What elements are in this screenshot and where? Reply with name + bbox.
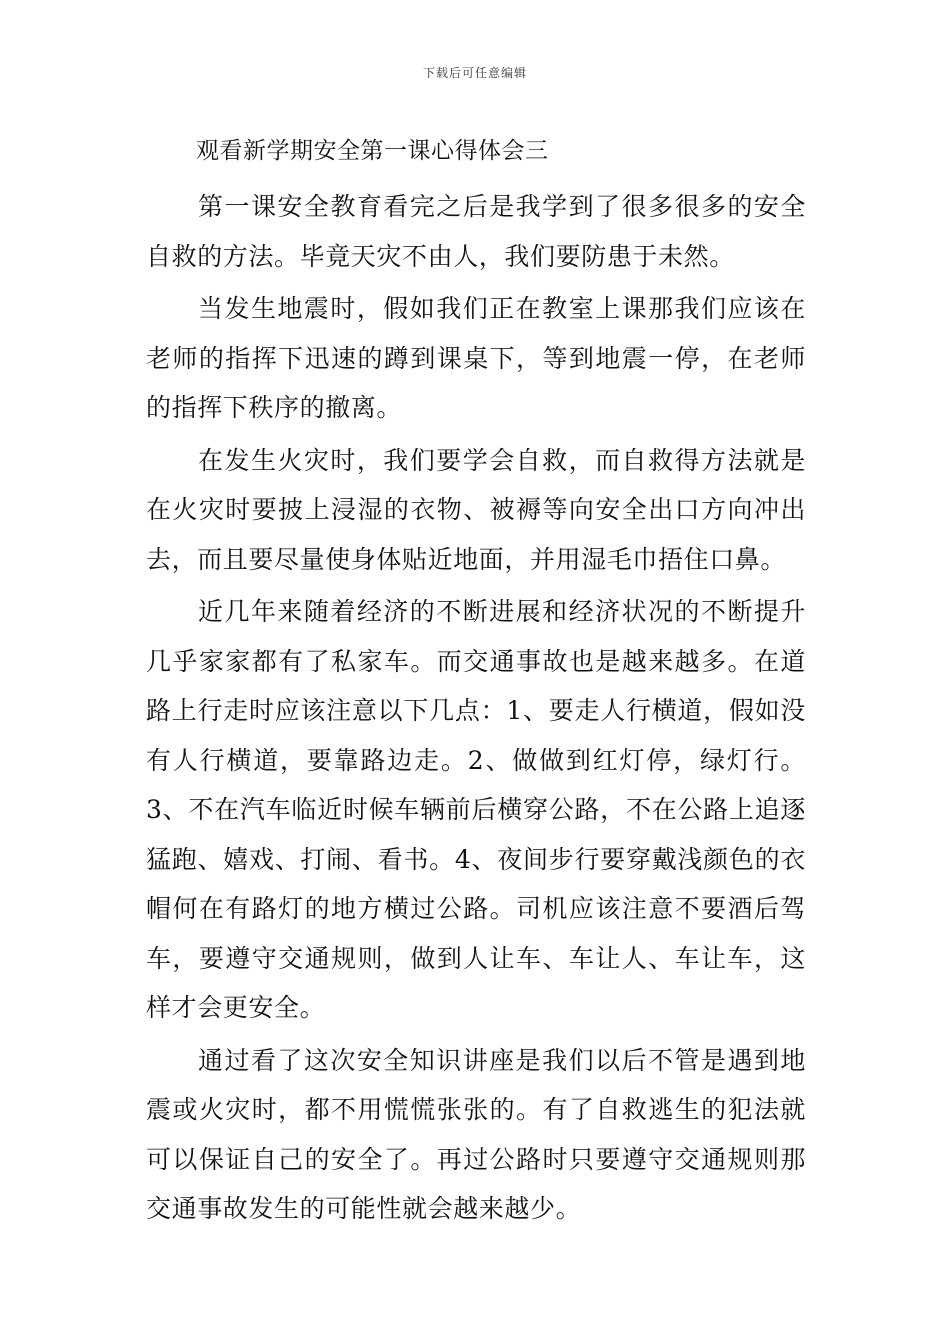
- paragraph-earthquake: 当发生地震时，假如我们正在教室上课那我们应该在老师的指挥下迅速的蹲到课桌下，等到地震一停，在老师的指挥下秩序的撤离。: [146, 294, 806, 422]
- paragraph-conclusion: 通过看了这次安全知识讲座是我们以后不管是遇到地震或火灾时，都不用慌慌张张的。有了自救逃生的犯法就可以保证自己的安全了。再过公路时只要遵守交通规则那交通事故发生的可能性就会越来越少。: [146, 1045, 806, 1223]
- document-body: [146, 126, 806, 1237]
- page-header-note: 下载后可任意编辑: [422, 66, 527, 80]
- paragraph-fire: 在发生火灾时，我们要学会自救，而自救得方法就是在火灾时要披上浸湿的衣物、被褥等向安全出口方向冲出去，而且要尽量使身体贴近地面，并用湿毛巾捂住口鼻。: [146, 445, 806, 574]
- document-title: 观看新学期安全第一课心得体会三: [196, 138, 549, 164]
- paragraph-intro: 第一课安全教育看完之后是我学到了很多很多的安全自救的方法。毕竟天灾不由人，我们要防患于未然。: [146, 192, 806, 271]
- paragraph-traffic: 近几年来随着经济的不断进展和经济状况的不断提升几乎家家都有了私家车。而交通事故也是越来越多。在道路上行走时应该注意以下几点：1、要走人行横道，假如没有人行横道，要靠路边走。2、做做到红灯停，绿灯行。3、不在汽车临近时候车辆前后横穿公路，不在公路上追逐猛跑、嬉戏、打闹、看书。4、夜间步行要穿戴浅颜色的衣帽何在有路灯的地方横过公路。司机应该注意不要酒后驾车，要遵守交通规则，做到人让车、车让人、车让车，这样才会更安全。: [146, 597, 806, 1022]
